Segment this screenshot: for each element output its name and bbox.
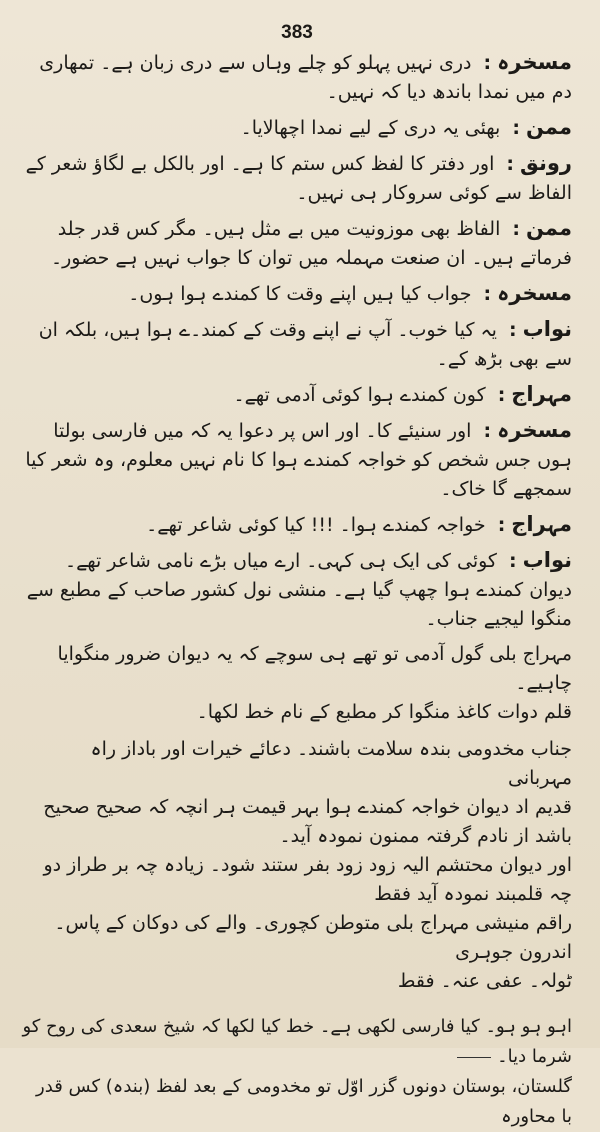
- speaker-name: رونق: [520, 151, 572, 175]
- footnote-text: اہو ہو ہو۔ کیا فارسی لکھی ہے۔ خط کیا لکھا کہ شیخ سعدی کی روح کو شرما دیا۔: [22, 1016, 572, 1067]
- narration-line: قلم دوات کاغذ منگوا کر مطبع کے نام خط لکھا۔: [196, 701, 572, 723]
- dialogue-line: مسخرہ: اور سنیئے کا۔ اور اس پر دعوا یہ کہ میں فارسی بولتا ہوں جس شخص کو خواجہ کمندے ہوا کا نام نہیں معلوم، وہ شعر کیا سمجھے گا خاک۔: [25, 418, 572, 500]
- speaker-name: ممن: [526, 115, 572, 139]
- dialogue-line: ممن: بھئی یہ دری کے لیے نمدا اچھالایا۔: [240, 115, 572, 139]
- speaker-name: ممن: [526, 216, 572, 240]
- dialogue-line: مہراج: کون کمندے ہوا کوئی آدمی تھے۔: [233, 382, 572, 406]
- footnote-block: [22, 1012, 572, 1132]
- narration-line: مہراج بلی گول آدمی تو تھے ہی سوچے کہ یہ دیوان ضرور منگوایا چاہیے۔: [57, 643, 572, 694]
- letter-line: ٹولہ۔ عفی عنہ۔ فقط: [397, 970, 572, 992]
- dialogue-text: خواجہ کمندے ہوا۔ !!! کیا کوئی شاعر تھے۔: [146, 514, 486, 536]
- speaker-name: نواب: [522, 317, 572, 341]
- dialogue-text: کوئی کی ایک ہی کہی۔ ارے میاں بڑے نامی شاعر تھے۔ دیوان کمندے ہوا چھپ گیا ہے۔ منشی نول کشور صاحب کے مطبع سے منگوا لیجیے جناب۔: [26, 550, 572, 630]
- letter-line: اور دیوان محتشم الیہ زود زود بفر ستند شود۔ زیادہ چہ بر طراز دو چہ قلمبند نمودہ آید فقط: [43, 854, 572, 905]
- speaker-name: مہراج: [511, 382, 572, 406]
- dialogue-line: رونق: اور دفتر کا لفظ کس ستم کا ہے۔ اور بالکل بے لگاؤ شعر کے الفاظ سے کوئی سروکار ہی نہیں۔: [25, 151, 572, 204]
- dialogue-line: نواب: کوئی کی ایک ہی کہی۔ ارے میاں بڑے نامی شاعر تھے۔ دیوان کمندے ہوا چھپ گیا ہے۔ منشی نول کشور صاحب کے مطبع سے منگوا لیجیے جناب۔: [26, 548, 572, 630]
- dialogue-line: ممن: الفاظ بھی موزونیت میں بے مثل ہیں۔ مگر کس قدر جلد فرماتے ہیں۔ ان صنعت مہملہ میں توان کا جواب نہیں ہے حضور۔: [51, 216, 572, 269]
- dialogue-line: مسخرہ: دری نہیں پہلو کو چلے وہاں سے دری زبان ہے۔ تمھاری دم میں نمدا باندھ دیا کہ نہیں۔: [39, 50, 572, 103]
- letter-line: راقم منیشی مہراج بلی متوطن کچوری۔ والے کی دوکان کے پاس۔ اندرون جوہری: [54, 912, 572, 963]
- page-number: 383: [281, 22, 313, 43]
- footnote-dash: [457, 1057, 491, 1058]
- dialogue-text: جواب کیا ہیں اپنے وقت کا کمندے ہوا ہوں۔: [128, 283, 472, 305]
- page-body: [22, 48, 572, 996]
- letter-line: جناب مخدومی بندہ سلامت باشند۔ دعائے خیرات اور باداز راہ مہربانی: [90, 738, 572, 789]
- dialogue-line: نواب: یہ کیا خوب۔ آپ نے اپنے وقت کے کمند۔ے ہوا ہیں، بلکہ ان سے بھی بڑھ کے۔: [38, 317, 572, 370]
- dialogue-text: یہ کیا خوب۔ آپ نے اپنے وقت کے کمند۔ے ہوا ہیں، بلکہ ان سے بھی بڑھ کے۔: [38, 319, 572, 370]
- speaker-name: مسخرہ: [497, 50, 572, 74]
- speaker-name: مہراج: [511, 512, 572, 536]
- letter-line: قدیم اد دیوان خواجہ کمندے ہوا بہر قیمت ہر انچہ کہ صحیح صحیح باشد از نادم گرفتہ ممنون نمودہ آید۔: [43, 796, 572, 847]
- speaker-name: مسخرہ: [497, 281, 572, 305]
- dialogue-text: الفاظ بھی موزونیت میں بے مثل ہیں۔ مگر کس قدر جلد فرماتے ہیں۔ ان صنعت مہملہ میں توان کا جواب نہیں ہے حضور۔: [51, 218, 572, 269]
- speaker-name: مسخرہ: [497, 418, 572, 442]
- dialogue-text: اور سنیئے کا۔ اور اس پر دعوا یہ کہ میں فارسی بولتا ہوں جس شخص کو خواجہ کمندے ہوا کا نام نہیں معلوم، وہ شعر کیا سمجھے گا خاک۔: [25, 420, 572, 500]
- dialogue-line: مہراج: خواجہ کمندے ہوا۔ !!! کیا کوئی شاعر تھے۔: [146, 512, 572, 536]
- dialogue-text: دری نہیں پہلو کو چلے وہاں سے دری زبان ہے۔ تمھاری دم میں نمدا باندھ دیا کہ نہیں۔: [39, 52, 572, 103]
- letter-block: [22, 735, 572, 996]
- footnote-line: [22, 1012, 572, 1072]
- speaker-name: نواب: [522, 548, 572, 572]
- dialogue-text: بھئی یہ دری کے لیے نمدا اچھالایا۔: [240, 117, 501, 139]
- dialogue-line: مسخرہ: جواب کیا ہیں اپنے وقت کا کمندے ہوا ہوں۔: [128, 281, 572, 305]
- dialogue-text: کون کمندے ہوا کوئی آدمی تھے۔: [233, 384, 486, 406]
- footnote-line: گلستان، بوستان دونوں گزر اوّل تو مخدومی کے بعد لفظ (بندہ) کس قدر با محاورہ: [36, 1076, 572, 1127]
- dialogue-text: اور دفتر کا لفظ کس ستم کا ہے۔ اور بالکل بے لگاؤ شعر کے الفاظ سے کوئی سروکار ہی نہیں۔: [25, 153, 572, 204]
